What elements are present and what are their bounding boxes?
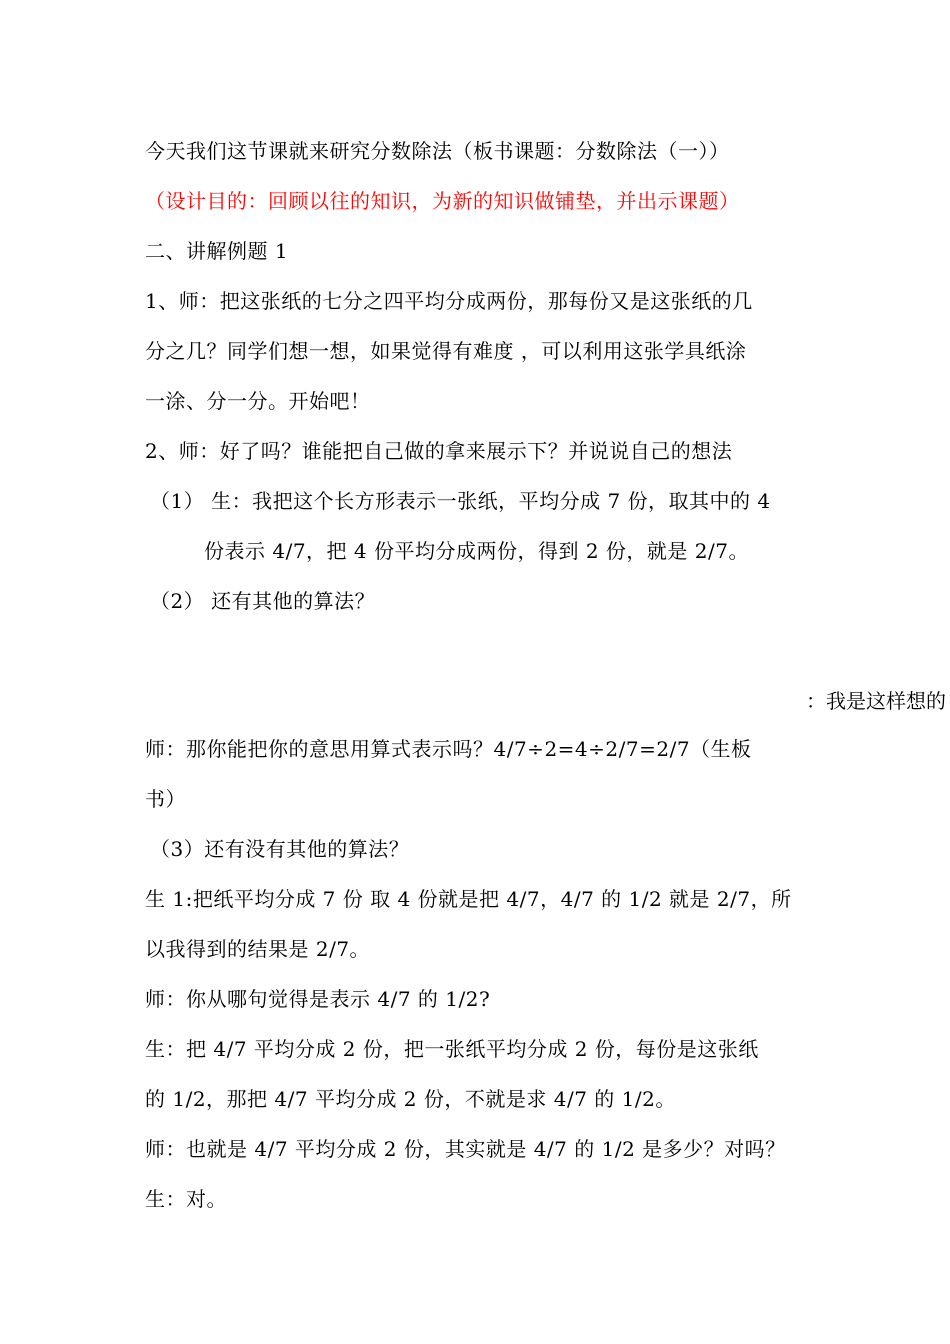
section-heading: 二、讲解例题 1 [145,239,289,263]
text-line: 生：把 4/7 平均分成 2 份，把一张纸平均分成 2 份，每份是这张纸 [145,1037,759,1061]
text-line: 2、师：好了吗？谁能把自己做的拿来展示下？并说说自己的想法 [145,439,733,463]
text-line: 一涂、分一分。开始吧！ [145,389,371,413]
text-line: 生 1:把纸平均分成 7 份 取 4 份就是把 4/7，4/7 的 1/2 就是 2/7，所 [145,887,792,911]
text-fragment-right: ：我是这样想的 [806,689,946,713]
text-line: 分之几？同学们想一想，如果觉得有难度 ，可以利用这张学具纸涂 [145,339,747,363]
text-line: 生：对。 [145,1187,227,1211]
text-line: 师：那你能把你的意思用算式表示吗？4/7÷2=4÷2/7=2/7（生板 [145,737,752,761]
text-line-item-1: （1） 生：我把这个长方形表示一张纸，平均分成 7 份，取其中的 4 [150,489,771,513]
text-line-intro: 今天我们这节课就来研究分数除法（板书课题：分数除法（一）） [145,139,730,163]
text-line-design-purpose: （设计目的：回顾以往的知识，为新的知识做铺垫，并出示课题） [145,189,740,213]
text-line: 以我得到的结果是 2/7。 [145,937,371,961]
text-line-item-1-cont: 份表示 4/7，把 4 份平均分成两份，得到 2 份，就是 2/7。 [204,539,749,563]
text-line: 书） [145,787,186,811]
text-line: 的 1/2，那把 4/7 平均分成 2 份，不就是求 4/7 的 1/2。 [145,1087,676,1111]
text-line-item-2: （2） 还有其他的算法？ [150,589,376,613]
text-line: 1、师：把这张纸的七分之四平均分成两份，那每份又是这张纸的几 [145,289,753,313]
text-line: 师：你从哪句觉得是表示 4/7 的 1/2? [145,987,491,1011]
text-line-item-3: （3）还有没有其他的算法？ [150,837,410,861]
text-line: 师：也就是 4/7 平均分成 2 份，其实就是 4/7 的 1/2 是多少？对吗？ [145,1137,786,1161]
